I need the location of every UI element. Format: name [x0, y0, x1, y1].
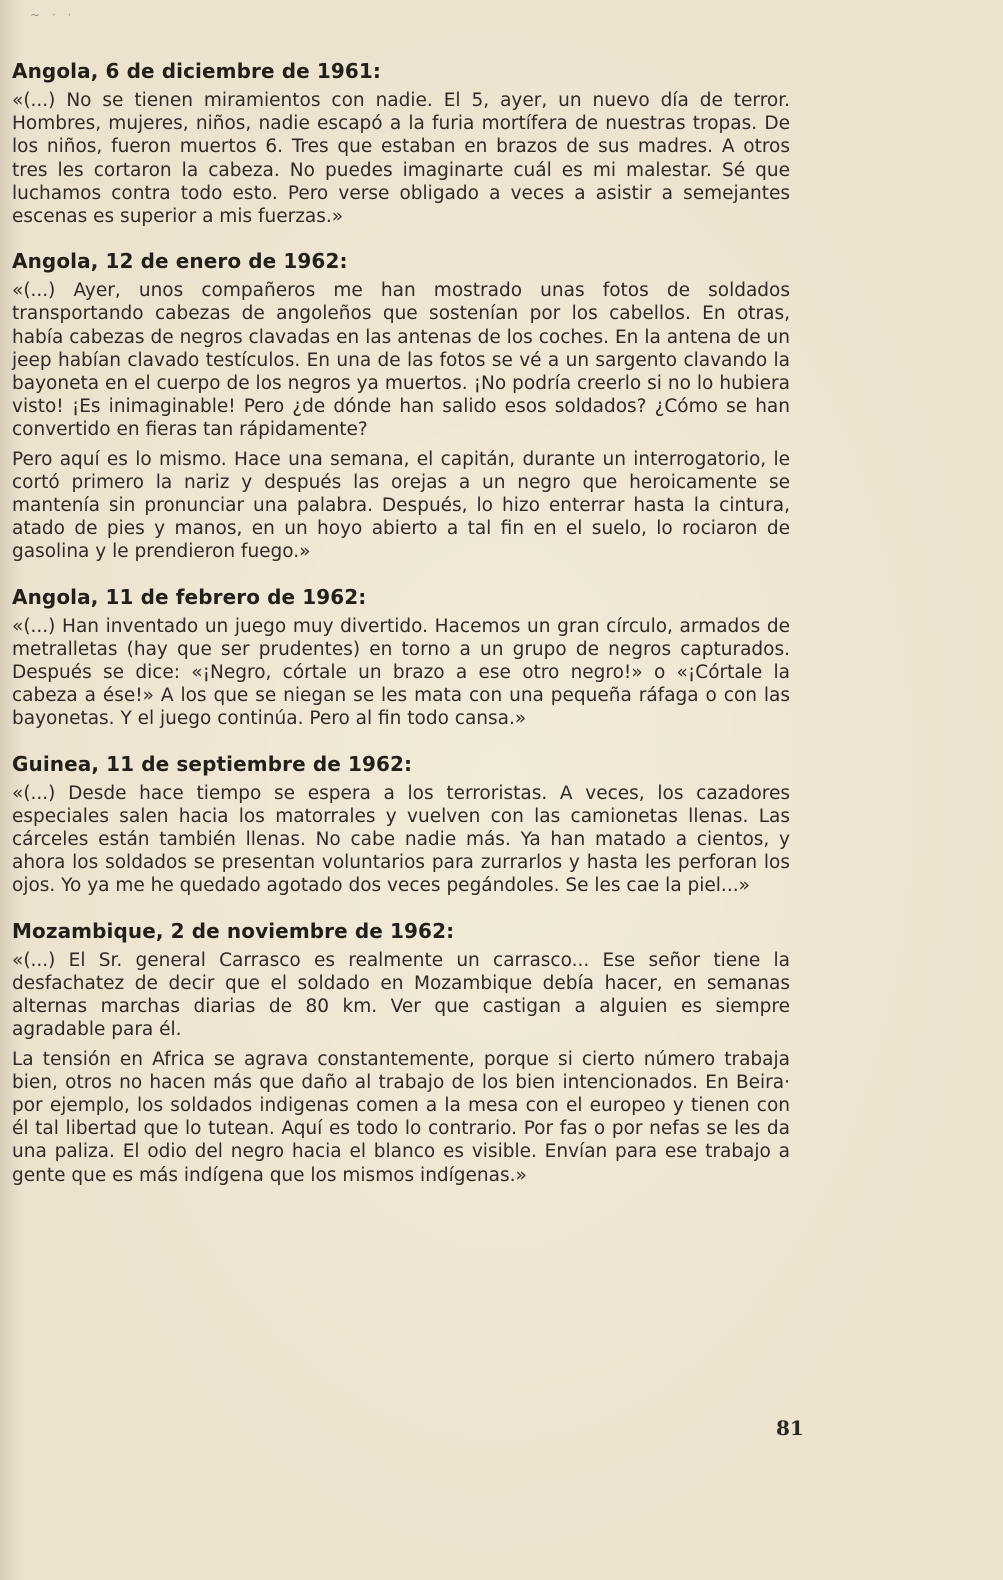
letter-entry-1 [12, 58, 790, 228]
letter-entry-4 [12, 751, 790, 898]
entry-paragraph: «(...) Desde hace tiempo se espera a los terroristas. A veces, los cazadores especiales salen hacia los matorrales y vuelven con las camionetas llenas. Las cárceles están también llenas. No cabe nadie más. Ya han matado a cientos, y ahora los soldados se presentan voluntarios para zurrarlos y hasta les perforan los ojos. Yo ya me he quedado agotado dos veces pegándoles. Se les cae la piel...» [12, 782, 790, 897]
entry-heading: Guinea, 11 de septiembre de 1962: [12, 751, 413, 776]
ink-smudge: ~ · · [30, 8, 76, 22]
letter-entry-3 [12, 584, 790, 731]
entry-paragraph: Pero aquí es lo mismo. Hace una semana, el capitán, durante un interrogatorio, le cortó primero la nariz y después las orejas a un negro que heroicamente se mantenía sin pronunciar una palabra. Después, lo hizo enterrar hasta la cintura, atado de pies y manos, en un hoyo abierto a tal fin en el suelo, lo rociaron de gasolina y le prendieron fuego.» [12, 448, 790, 563]
page-body [12, 58, 790, 1207]
entry-heading: Mozambique, 2 de noviembre de 1962: [12, 918, 455, 943]
letter-entry-2 [12, 248, 790, 563]
entry-paragraph: La tensión en Africa se agrava constantemente, porque si cierto número trabaja bien, otros no hacen más que daño al trabajo de los bien intencionados. En Beira· por ejemplo, los soldados indigenas comen a la mesa con el europeo y tienen con él tal libertad que lo tutean. Aquí es todo lo contrario. Por fas o por nefas se les da una paliza. El odio del negro hacia el blanco es visible. Envían para ese trabajo a gente que es más indígena que los mismos indígenas.» [12, 1048, 790, 1186]
entry-paragraph: «(...) No se tienen miramientos con nadie. El 5, ayer, un nuevo día de terror. Hombres, mujeres, niños, nadie escapó a la furia mortífera de nuestras tropas. De los niños, fueron muertos 6. Tres que estaban en brazos de sus madres. A otros tres les cortaron la cabeza. No puedes imaginarte cuál es mi malestar. Sé que luchamos contra todo esto. Pero verse obligado a veces a asistir a semejantes escenas es superior a mis fuerzas.» [12, 90, 790, 228]
letter-entry-5 [12, 918, 790, 1187]
entry-heading: Angola, 11 de febrero de 1962: [12, 584, 367, 609]
page-number: 81 [776, 1416, 804, 1440]
entry-paragraph: «(...) Ayer, unos compañeros me han mostrado unas fotos de soldados transportando cabezas de angoleños que sostenían por los cabellos. En otras, había cabezas de negros clavadas en las antenas de los coches. En la antena de un jeep habían clavado testículos. En una de las fotos se vé a un sargento clavando la bayoneta en el cuerpo de los negros ya muertos. ¡No podría creerlo si no lo hubiera visto! ¡Es inimaginable! Pero ¿de dónde han salido esos soldados? ¿Cómo se han convertido en fieras tan rápidamente? [12, 280, 790, 441]
entry-heading: Angola, 6 de diciembre de 1961: [12, 59, 382, 83]
entry-paragraph: «(...) El Sr. general Carrasco es realmente un carrasco... Ese señor tiene la desfachatez de decir que el soldado en Mozambique debía hacer, en semanas alternas marchas diarias de 80 km. Ver que castigan a alguien es siempre agradable para él. [12, 949, 790, 1041]
entry-heading: Angola, 12 de enero de 1962: [12, 249, 348, 274]
entry-paragraph: «(...) Han inventado un juego muy divertido. Hacemos un gran círculo, armados de metralletas (hay que ser prudentes) en torno a un grupo de negros capturados. Después se dice: «¡Negro, córtale un brazo a ese otro negro!» o «¡Córtale la cabeza a ése!» A los que se niegan se les mata con una pequeña ráfaga o con las bayonetas. Y el juego continúa. Pero al fin todo cansa.» [12, 615, 790, 730]
